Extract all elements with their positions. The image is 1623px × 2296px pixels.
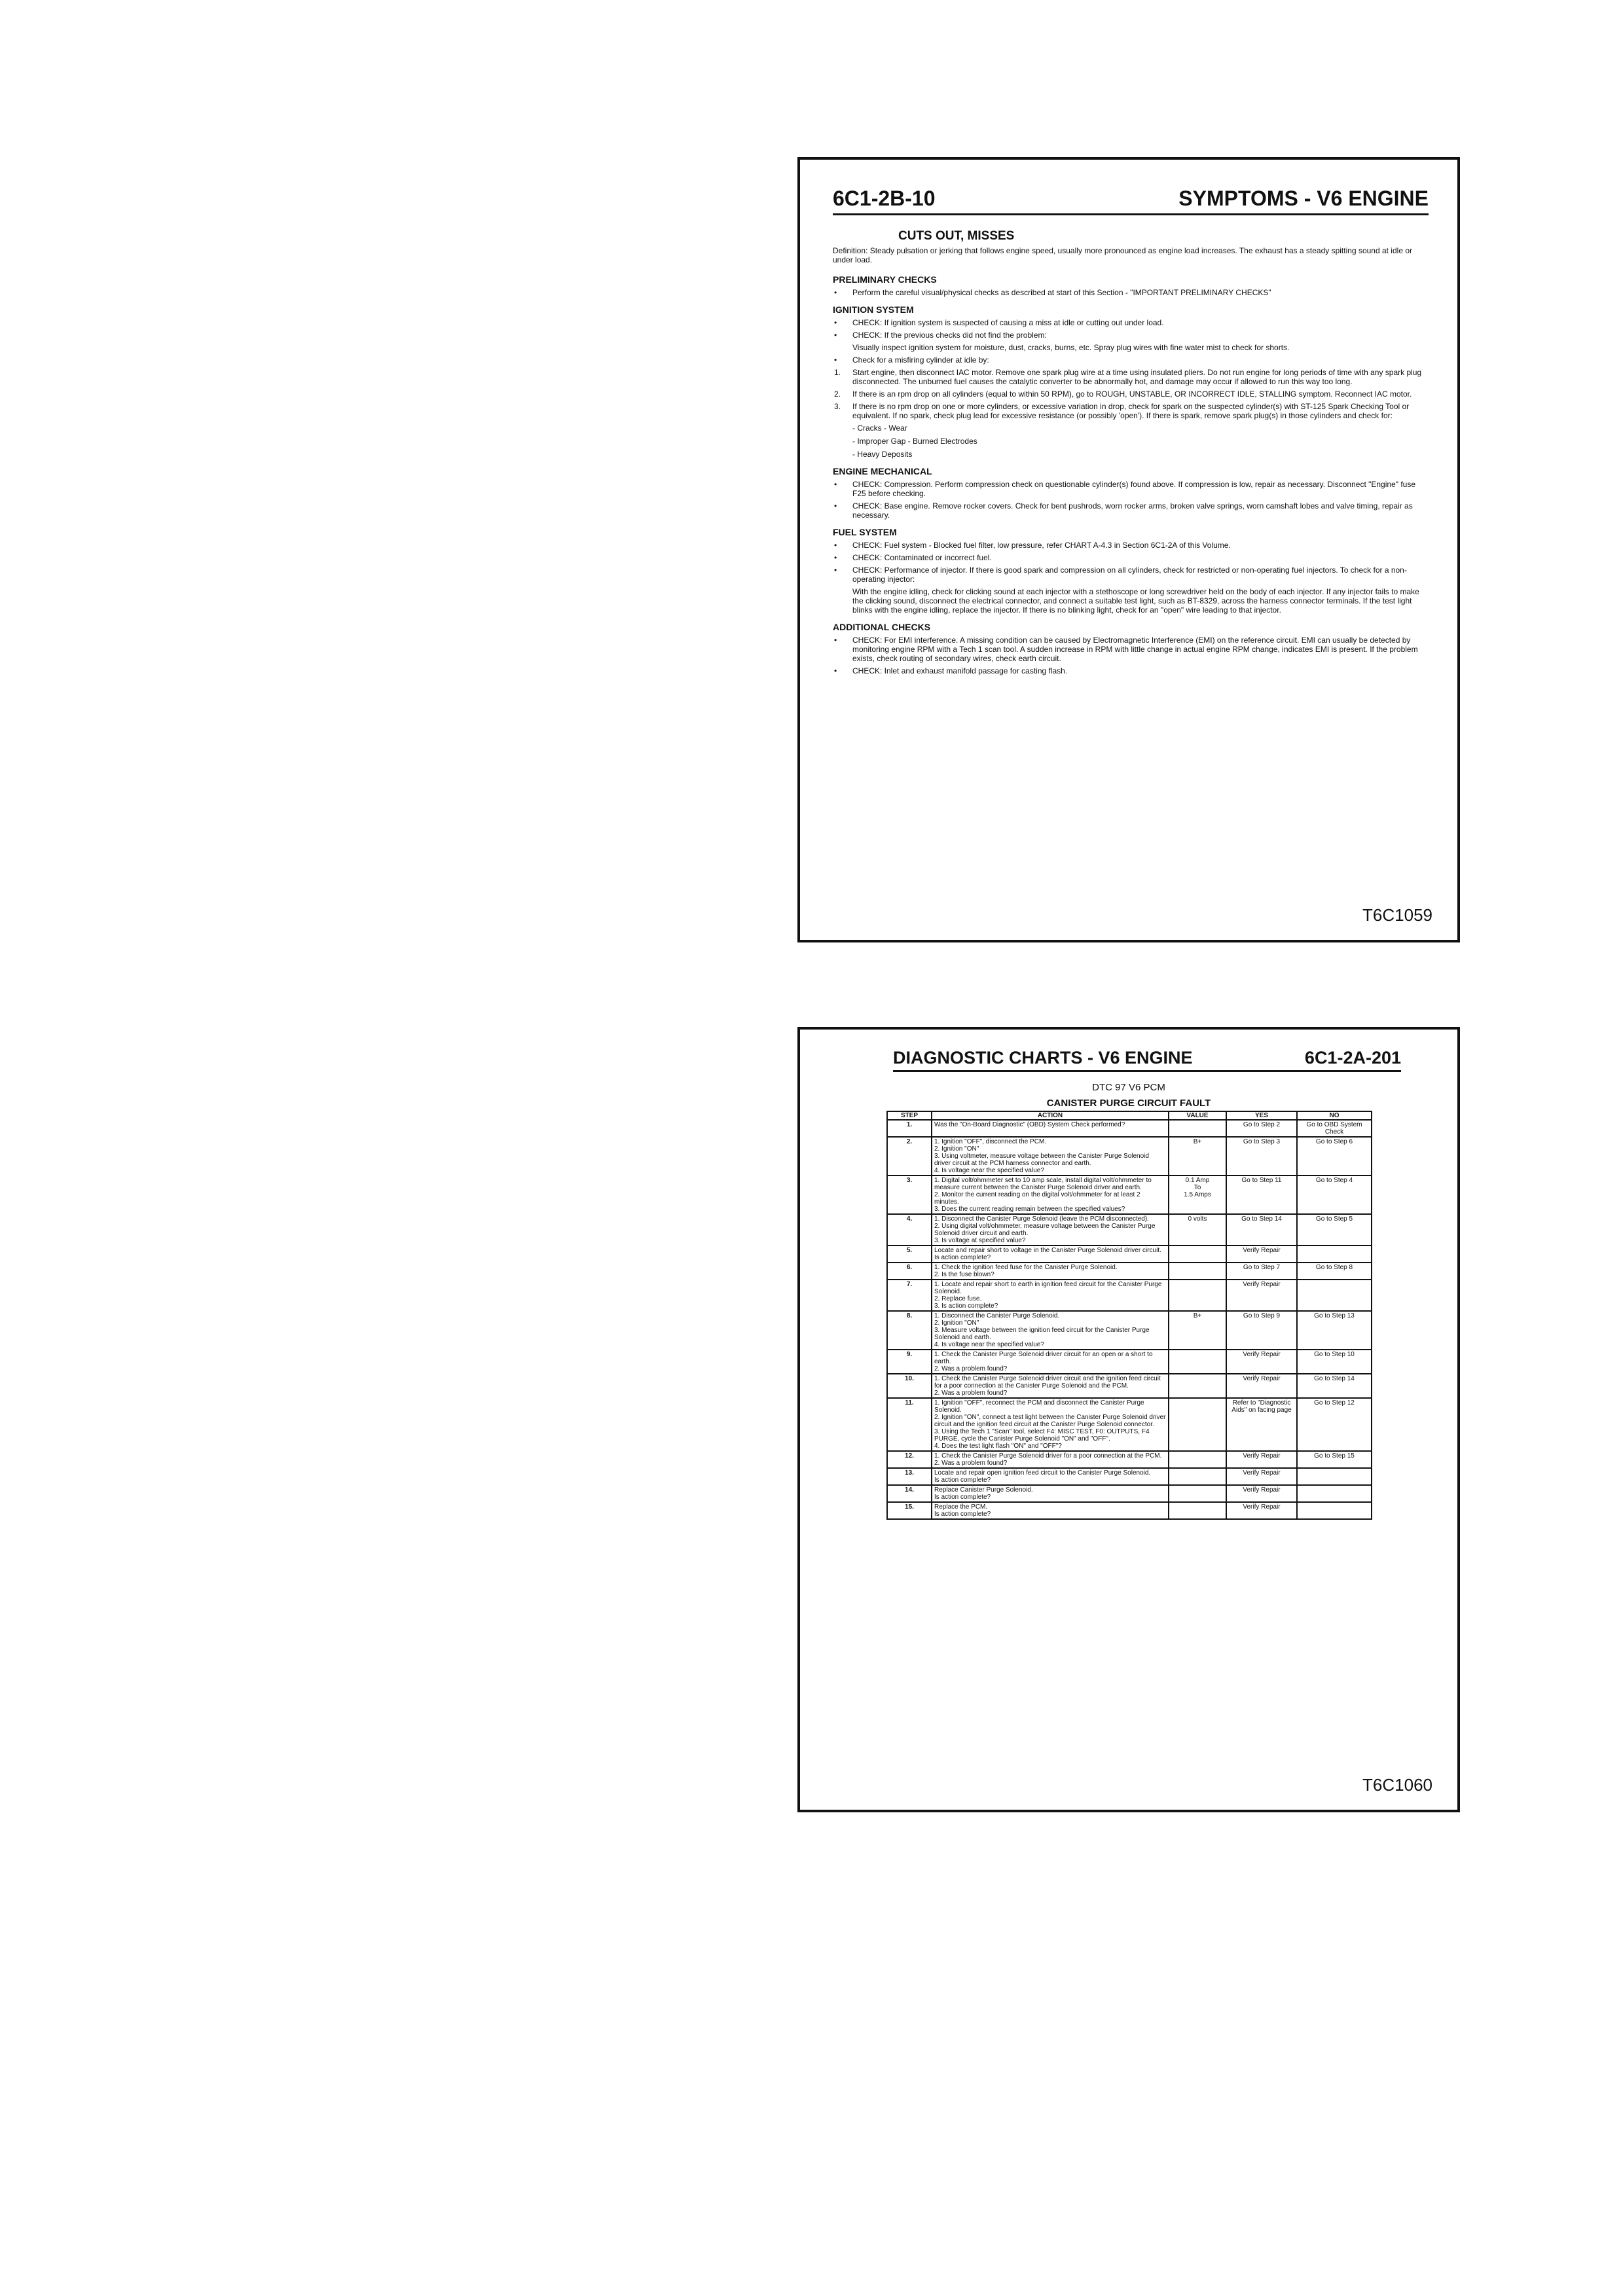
no-cell: [1297, 1502, 1372, 1519]
step-cell: 5.: [887, 1246, 932, 1263]
step-number: 1.: [834, 368, 841, 377]
sub-item: - Cracks - Wear: [852, 423, 907, 433]
step-cell: 1.: [887, 1120, 932, 1137]
no-cell: [1297, 1246, 1372, 1263]
list-item: [833, 565, 1429, 584]
value-cell: [1169, 1502, 1226, 1519]
item-text: If there is an rpm drop on all cylinders (equal to within 50 RPM), go to ROUGH, UNSTABLE, OR INCORRECT IDLE, STALLING symptom. Reconnect IAC motor.: [852, 389, 1412, 399]
yes-cell: Verify Repair: [1226, 1502, 1297, 1519]
table-header-row: [887, 1111, 1372, 1120]
action-cell: 1. Disconnect the Canister Purge Solenoid (leave the PCM disconnected). 2. Using digital volt/ohmmeter, measure voltage between the Canister Purge Solenoid driver circuit and earth. 3. Is voltage at specified value?: [932, 1214, 1169, 1246]
table-row: [887, 1468, 1372, 1485]
yes-cell: Go to Step 14: [1226, 1214, 1297, 1246]
item-text: If there is no rpm drop on one or more cylinders, or excessive variation in drop, check for spark on the suspected cylinder(s) with ST-125 Spark Checking Tool or equivalent. If no spark, check plug lead for excessive resistance (or possibly 'open'). If there is spark, remove spark plug(s) in those cylinders and check for:: [852, 402, 1410, 420]
step-cell: 2.: [887, 1137, 932, 1175]
item-text: CHECK: If ignition system is suspected of causing a miss at idle or cutting out under load.: [852, 318, 1164, 327]
step-cell: 8.: [887, 1311, 932, 1350]
item-text: CHECK: Performance of injector. If there is good spark and compression on all cylinders, check for restricted or non-operating fuel injectors. To check for a non-operating injector:: [852, 565, 1407, 584]
no-cell: [1297, 1280, 1372, 1311]
bullet: •: [834, 288, 837, 297]
no-cell: Go to Step 4: [1297, 1175, 1372, 1214]
item-text: CHECK: Base engine. Remove rocker covers. Check for bent pushrods, worn rocker arms, broken valve springs, worn camshaft lobes and valve timing, repair as necessary.: [852, 501, 1413, 520]
table-row: [887, 1214, 1372, 1246]
bullet: •: [834, 355, 837, 365]
table-body: [887, 1120, 1372, 1519]
table-row: [887, 1485, 1372, 1502]
value-cell: [1169, 1468, 1226, 1485]
table-row: [887, 1374, 1372, 1398]
yes-cell: Go to Step 7: [1226, 1263, 1297, 1280]
step-cell: 11.: [887, 1398, 932, 1451]
yes-cell: Verify Repair: [1226, 1350, 1297, 1374]
table-row: [887, 1246, 1372, 1263]
preliminary-heading: PRELIMINARY CHECKS: [833, 274, 937, 285]
item-note: Visually inspect ignition system for moisture, dust, cracks, burns, etc. Spray plug wires with fine water mist to check for shorts.: [852, 343, 1290, 352]
list-item: [833, 501, 1429, 520]
item-text: CHECK: For EMI interference. A missing condition can be caused by Electromagnetic Interference (EMI) on the reference circuit. EMI can usually be detected by monitoring engine RPM with a Tech 1 scan tool. A sudden increase in RPM with little change in actual engine RPM change, indicates EMI is present. If the problem exists, check routing of secondary wires, check earth circuit.: [852, 636, 1418, 663]
yes-cell: Verify Repair: [1226, 1246, 1297, 1263]
value-cell: [1169, 1350, 1226, 1374]
action-cell: 1. Check the Canister Purge Solenoid driver circuit and the ignition feed circuit for a poor connection at the Canister Purge Solenoid and the PCM. 2. Was a problem found?: [932, 1374, 1169, 1398]
table-row: [887, 1120, 1372, 1137]
yes-cell: Go to Step 3: [1226, 1137, 1297, 1175]
step-cell: 13.: [887, 1468, 932, 1485]
numbered-item: [833, 402, 1429, 420]
value-cell: [1169, 1263, 1226, 1280]
yes-cell: Go to Step 2: [1226, 1120, 1297, 1137]
action-cell: Was the "On-Board Diagnostic" (OBD) System Check performed?: [932, 1120, 1169, 1137]
value-cell: B+: [1169, 1137, 1226, 1175]
action-cell: 1. Digital volt/ohmmeter set to 10 amp scale, install digital volt/ohmmeter to measure current between the Canister Purge Solenoid driver and earth. 2. Monitor the current reading on the digital volt/ohmmeter for at least 2 minutes. 3. Does the current reading remain between the specified values?: [932, 1175, 1169, 1214]
header-value: VALUE: [1169, 1111, 1226, 1120]
action-cell: 1. Ignition "OFF", reconnect the PCM and disconnect the Canister Purge Solenoid. 2. Ignition "ON", connect a test light between the Canister Purge Solenoid driver circuit and the ignition feed circuit at the Canister Purge Solenoid connector. 3. Using the Tech 1 "Scan" tool, select F4: MISC TEST, F0: OUTPUTS, F4 PURGE, cycle the Canister Purge Solenoid "ON" and "OFF". 4. Does the test light flash "ON" and "OFF"?: [932, 1398, 1169, 1451]
yes-cell: Verify Repair: [1226, 1374, 1297, 1398]
item-text: CHECK: Fuel system - Blocked fuel filter, low pressure, refer CHART A-4.3 in Section 6C1-2A of this Volume.: [852, 541, 1231, 550]
dtc-label: DTC 97 V6 PCM: [1092, 1082, 1165, 1093]
fuel-heading: FUEL SYSTEM: [833, 527, 897, 537]
no-cell: Go to Step 13: [1297, 1311, 1372, 1350]
step-cell: 3.: [887, 1175, 932, 1214]
figure-code: T6C1059: [1362, 905, 1432, 925]
page-header: [893, 1044, 1401, 1072]
step-cell: 10.: [887, 1374, 932, 1398]
figure-code: T6C1060: [1362, 1775, 1432, 1795]
page-header: [833, 183, 1429, 215]
mechanical-heading: ENGINE MECHANICAL: [833, 466, 932, 476]
numbered-item: [833, 389, 1429, 399]
symptom-title: CUTS OUT, MISSES: [898, 229, 1015, 243]
step-number: 2.: [834, 389, 841, 399]
no-cell: Go to Step 15: [1297, 1451, 1372, 1468]
yes-cell: Verify Repair: [1226, 1468, 1297, 1485]
item-text: CHECK: If the previous checks did not find the problem:: [852, 331, 1047, 340]
value-cell: [1169, 1451, 1226, 1468]
action-cell: Replace the PCM. Is action complete?: [932, 1502, 1169, 1519]
table-row: [887, 1280, 1372, 1311]
bullet: •: [834, 501, 837, 511]
section-code: 6C1-2A-201: [1304, 1048, 1401, 1067]
symptoms-body: [833, 229, 1429, 679]
action-cell: 1. Locate and repair short to earth in ignition feed circuit for the Canister Purge Solenoid. 2. Replace fuse. 3. Is action complete?: [932, 1280, 1169, 1311]
action-cell: 1. Check the Canister Purge Solenoid driver for a poor connection at the PCM. 2. Was a problem found?: [932, 1451, 1169, 1468]
header-step: STEP: [887, 1111, 932, 1120]
value-cell: [1169, 1246, 1226, 1263]
action-cell: Locate and repair open ignition feed circuit to the Canister Purge Solenoid. Is action complete?: [932, 1468, 1169, 1485]
diagnostic-chart-panel: [797, 1027, 1460, 1812]
list-item: [833, 288, 1429, 297]
item-text: Check for a misfiring cylinder at idle by:: [852, 355, 989, 365]
table-row: [887, 1263, 1372, 1280]
bullet: •: [834, 553, 837, 562]
bullet: •: [834, 480, 837, 489]
item-text: Start engine, then disconnect IAC motor. Remove one spark plug wire at a time using insulated pliers. Do not run engine for long periods of time with any spark plug disconnected. The unburned fuel causes the catalytic converter to be abnormally hot, and damage may occur if allowed to run this way too long.: [852, 368, 1422, 386]
bullet: •: [834, 331, 837, 340]
list-item: [833, 318, 1429, 327]
symptoms-page-panel: [797, 157, 1460, 942]
no-cell: Go to Step 8: [1297, 1263, 1372, 1280]
action-cell: 1. Ignition "OFF", disconnect the PCM. 2. Ignition "ON" 3. Using voltmeter, measure voltage between the Canister Purge Solenoid driver circuit at the PCM harness connector and earth. 4. Is voltage near the specified value?: [932, 1137, 1169, 1175]
no-cell: Go to Step 6: [1297, 1137, 1372, 1175]
action-cell: Locate and repair short to voltage in the Canister Purge Solenoid driver circuit. Is action complete?: [932, 1246, 1169, 1263]
bullet: •: [834, 565, 837, 575]
value-cell: [1169, 1280, 1226, 1311]
section-title: SYMPTOMS - V6 ENGINE: [1178, 187, 1429, 210]
yes-cell: Go to Step 9: [1226, 1311, 1297, 1350]
value-cell: [1169, 1120, 1226, 1137]
step-cell: 7.: [887, 1280, 932, 1311]
header-yes: YES: [1226, 1111, 1297, 1120]
header-action: ACTION: [932, 1111, 1169, 1120]
no-cell: Go to Step 5: [1297, 1214, 1372, 1246]
action-cell: 1. Check the Canister Purge Solenoid driver circuit for an open or a short to earth. 2. Was a problem found?: [932, 1350, 1169, 1374]
sub-item: - Improper Gap - Burned Electrodes: [852, 437, 977, 446]
yes-cell: Verify Repair: [1226, 1451, 1297, 1468]
additional-heading: ADDITIONAL CHECKS: [833, 622, 931, 632]
chart-title: CANISTER PURGE CIRCUIT FAULT: [1046, 1098, 1211, 1109]
yes-cell: Verify Repair: [1226, 1280, 1297, 1311]
table-row: [887, 1175, 1372, 1214]
item-text: CHECK: Compression. Perform compression check on questionable cylinder(s) found above. If compression is low, repair as necessary. Disconnect "Engine" fuse F25 before checking.: [852, 480, 1416, 498]
step-cell: 4.: [887, 1214, 932, 1246]
yes-cell: Refer to "Diagnostic Aids" on facing page: [1226, 1398, 1297, 1451]
value-cell: 0 volts: [1169, 1214, 1226, 1246]
no-cell: Go to Step 14: [1297, 1374, 1372, 1398]
action-cell: 1. Disconnect the Canister Purge Solenoid. 2. Ignition "ON" 3. Measure voltage between the ignition feed circuit for the Canister Purge Solenoid and earth. 4. Is voltage near the specified value?: [932, 1311, 1169, 1350]
item-note: With the engine idling, check for clicking sound at each injector with a stethoscope or long screwdriver held on the body of each injector. If any injector fails to make the clicking sound, disconnect the electrical connector, and connect a suitable test light, such as BT-8329, across the harness connector terminals. If the test light blinks with the engine idling, replace the injector. If there is no blinking light, check for an "open" wire leading to that injector.: [852, 587, 1419, 615]
no-cell: Go to Step 10: [1297, 1350, 1372, 1374]
list-item: [833, 480, 1429, 498]
item-text: Perform the careful visual/physical checks as described at start of this Section - "IMPORTANT PRELIMINARY CHECKS": [852, 288, 1271, 297]
header-no: NO: [1297, 1111, 1372, 1120]
list-item: [833, 541, 1429, 550]
table-row: [887, 1350, 1372, 1374]
step-cell: 9.: [887, 1350, 932, 1374]
yes-cell: Go to Step 11: [1226, 1175, 1297, 1214]
value-cell: B+: [1169, 1311, 1226, 1350]
list-item: [833, 636, 1429, 663]
item-text: CHECK: Contaminated or incorrect fuel.: [852, 553, 992, 562]
list-item: [833, 666, 1429, 675]
table-row: [887, 1311, 1372, 1350]
table-row: [887, 1451, 1372, 1468]
bullet: •: [834, 666, 837, 675]
yes-cell: Verify Repair: [1226, 1485, 1297, 1502]
diagnostic-table: [886, 1111, 1372, 1520]
no-cell: [1297, 1468, 1372, 1485]
value-cell: [1169, 1374, 1226, 1398]
step-cell: 6.: [887, 1263, 932, 1280]
no-cell: Go to Step 12: [1297, 1398, 1372, 1451]
step-cell: 15.: [887, 1502, 932, 1519]
action-cell: Replace Canister Purge Solenoid. Is action complete?: [932, 1485, 1169, 1502]
chart-section-title: DIAGNOSTIC CHARTS - V6 ENGINE: [893, 1048, 1193, 1067]
ignition-heading: IGNITION SYSTEM: [833, 304, 914, 315]
list-item: [833, 331, 1429, 340]
bullet: •: [834, 318, 837, 327]
no-cell: [1297, 1485, 1372, 1502]
table-row: [887, 1398, 1372, 1451]
list-item: [833, 355, 1429, 365]
step-number: 3.: [834, 402, 841, 411]
sub-item: - Heavy Deposits: [852, 450, 913, 459]
bullet: •: [834, 541, 837, 550]
section-code: 6C1-2B-10: [833, 187, 936, 210]
item-text: CHECK: Inlet and exhaust manifold passage for casting flash.: [852, 666, 1068, 675]
value-cell: 0.1 Amp To 1.5 Amps: [1169, 1175, 1226, 1214]
no-cell: Go to OBD System Check: [1297, 1120, 1372, 1137]
table-row: [887, 1137, 1372, 1175]
numbered-item: [833, 368, 1429, 386]
step-cell: 14.: [887, 1485, 932, 1502]
list-item: [833, 553, 1429, 562]
table-row: [887, 1502, 1372, 1519]
value-cell: [1169, 1485, 1226, 1502]
definition-text: Definition: Steady pulsation or jerking that follows engine speed, usually more pronounced as engine load increases. The exhaust has a steady spitting sound at idle or under load.: [833, 246, 1412, 264]
bullet: •: [834, 636, 837, 645]
action-cell: 1. Check the ignition feed fuse for the Canister Purge Solenoid. 2. Is the fuse blown?: [932, 1263, 1169, 1280]
step-cell: 12.: [887, 1451, 932, 1468]
value-cell: [1169, 1398, 1226, 1451]
